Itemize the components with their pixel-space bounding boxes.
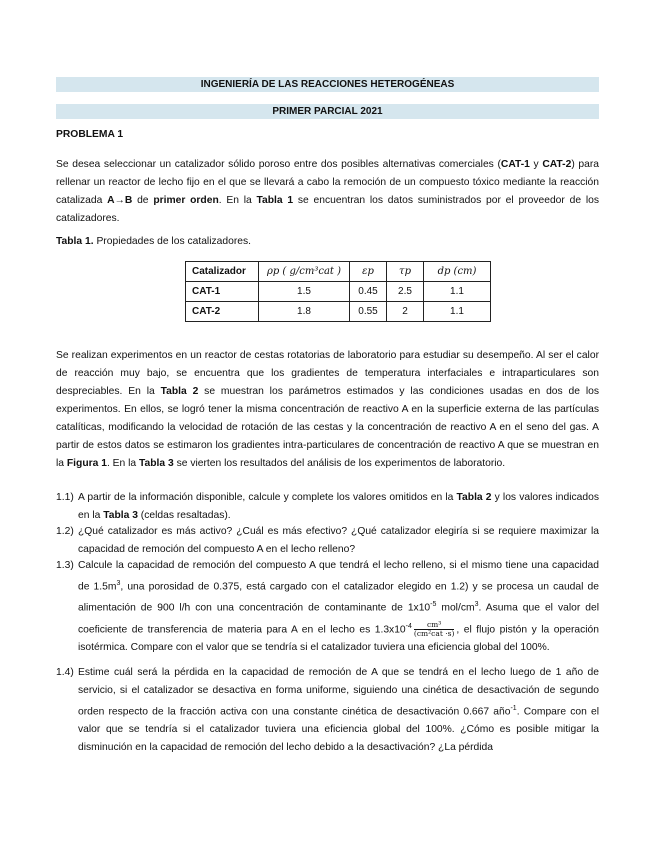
header-density: ρp ( g/cm³cat ) — [259, 262, 350, 282]
question-1-3: 1.3) Calcule la capacidad de remoción del compuesto A que tendrá el lecho relleno, si el mismo tiene una capacidad de $1.5m^3$, una porosidad de 0.375, está cargado con el catalizador elegido en 1.2) y se procesa un caudal de alimentación de 900 l/h con una concentración de contaminante de $1x10^{-5}$ mol/$cm^3$. Asuma que el valor del coeficiente de transferencia de materia para A en el lecho es $1.3x10^{-4}$ $\frac{\text{cm³}}{\text{(cm²cat ·s)}}$ , el flujo pistón y la operación isotérmica. Compare con el valor que se tendría si el catalizador tuviera una eficiencia global del 100%. — [56, 560, 600, 654]
experiments-paragraph: Se realizan experimentos en un reactor de cestas rotatorias de laboratorio para estudiar su desempeño. Al ser el calor de reacción muy bajo, se encuentra que los gradientes de temperatura interfaciales e intraparticulares son despreciables. En la Tabla 2 se muestran los parámetros estimados y las condiciones usadas en dos de los experimentos. En ellos, se logró tener la misma concentración de reactivo A en la superficie externa de las partículas catalíticas, modificando la velocidad de rotación de las cestas y la concentración de reactivo A en el seno del gas. A partir de estos datos se estimaron los gradientes intra-particulares de concentración de reactivo A que se muestran en la Figura 1. En la Tabla 3 se vierten los resultados del análisis de los experimentos de laboratorio. — [56, 350, 600, 469]
question-1-1: 1.1) A partir de la información disponible, calcule y complete los valores omitidos en la Tabla 2 y los valores indicados en la Tabla 3 (celdas resaltadas). — [56, 492, 600, 521]
cell-cat2: CAT-2 — [186, 302, 259, 322]
intro-paragraph: Se desea seleccionar un catalizador sólido poroso entre dos posibles alternativas comerciales (CAT-1 y CAT-2) para rellenar un reactor de lecho fijo en el que se llevará a cabo la remoción de un compuesto tóxico mediante la reacción catalizada A→B de primer orden. En la Tabla 1 se encuentran los datos suministrados por el proveedor de los catalizadores. — [56, 159, 600, 224]
exam-title: PRIMER PARCIAL 2021 — [56, 104, 599, 119]
cell: 1.1 — [424, 302, 491, 322]
mass-transfer-units: $\frac{\text{cm³}}{\text{(cm²cat ·s)}}$ — [413, 620, 455, 639]
table-row — [186, 282, 491, 302]
cell: 0.45 — [350, 282, 387, 302]
header-tortuosity: τp — [387, 262, 424, 282]
problem-title: PROBLEMA 1 — [56, 129, 124, 140]
cell: 1.5 — [259, 282, 350, 302]
cell: 1.1 — [424, 282, 491, 302]
question-1-2: 1.2) ¿Qué catalizador es más activo? ¿Cuál es más efectivo? ¿Qué catalizador elegiría si se requiere maximizar la capacidad de remoción del compuesto A en el lecho relleno? — [56, 526, 599, 555]
question-1-4: 1.4) Estime cuál será la pérdida en la capacidad de remoción de A que se tendrá en el lecho luego de 1 año de servicio, si el catalizador se desactiva en forma uniforme, siguiendo una cinética de desactivación de segundo orden respecto de la fracción activa con una constante cinética de desactivación 0.667 año$^{-1}$. Compare con el valor que se tendría si el catalizador tuviera una eficiencia global del 100%. ¿Cómo es posible mitigar la disminución en la capacidad de remoción del lecho debido a la desactivación? ¿La pérdida — [56, 667, 599, 754]
cell-cat1: CAT-1 — [186, 282, 259, 302]
cell: 2 — [387, 302, 424, 322]
header-diameter: dp (cm) — [424, 262, 491, 282]
cell: 2.5 — [387, 282, 424, 302]
header-porosity: εp — [350, 262, 387, 282]
cell: 1.8 — [259, 302, 350, 322]
table1-caption: Tabla 1. Propiedades de los catalizadores. — [56, 236, 251, 247]
table-row — [186, 302, 491, 322]
table-header-row — [186, 262, 491, 282]
cell: 0.55 — [350, 302, 387, 322]
header-catalizador: Catalizador — [186, 262, 259, 282]
course-title: INGENIERÍA DE LAS REACCIONES HETEROGÉNEAS — [56, 77, 599, 92]
catalyst-properties-table — [185, 261, 491, 322]
